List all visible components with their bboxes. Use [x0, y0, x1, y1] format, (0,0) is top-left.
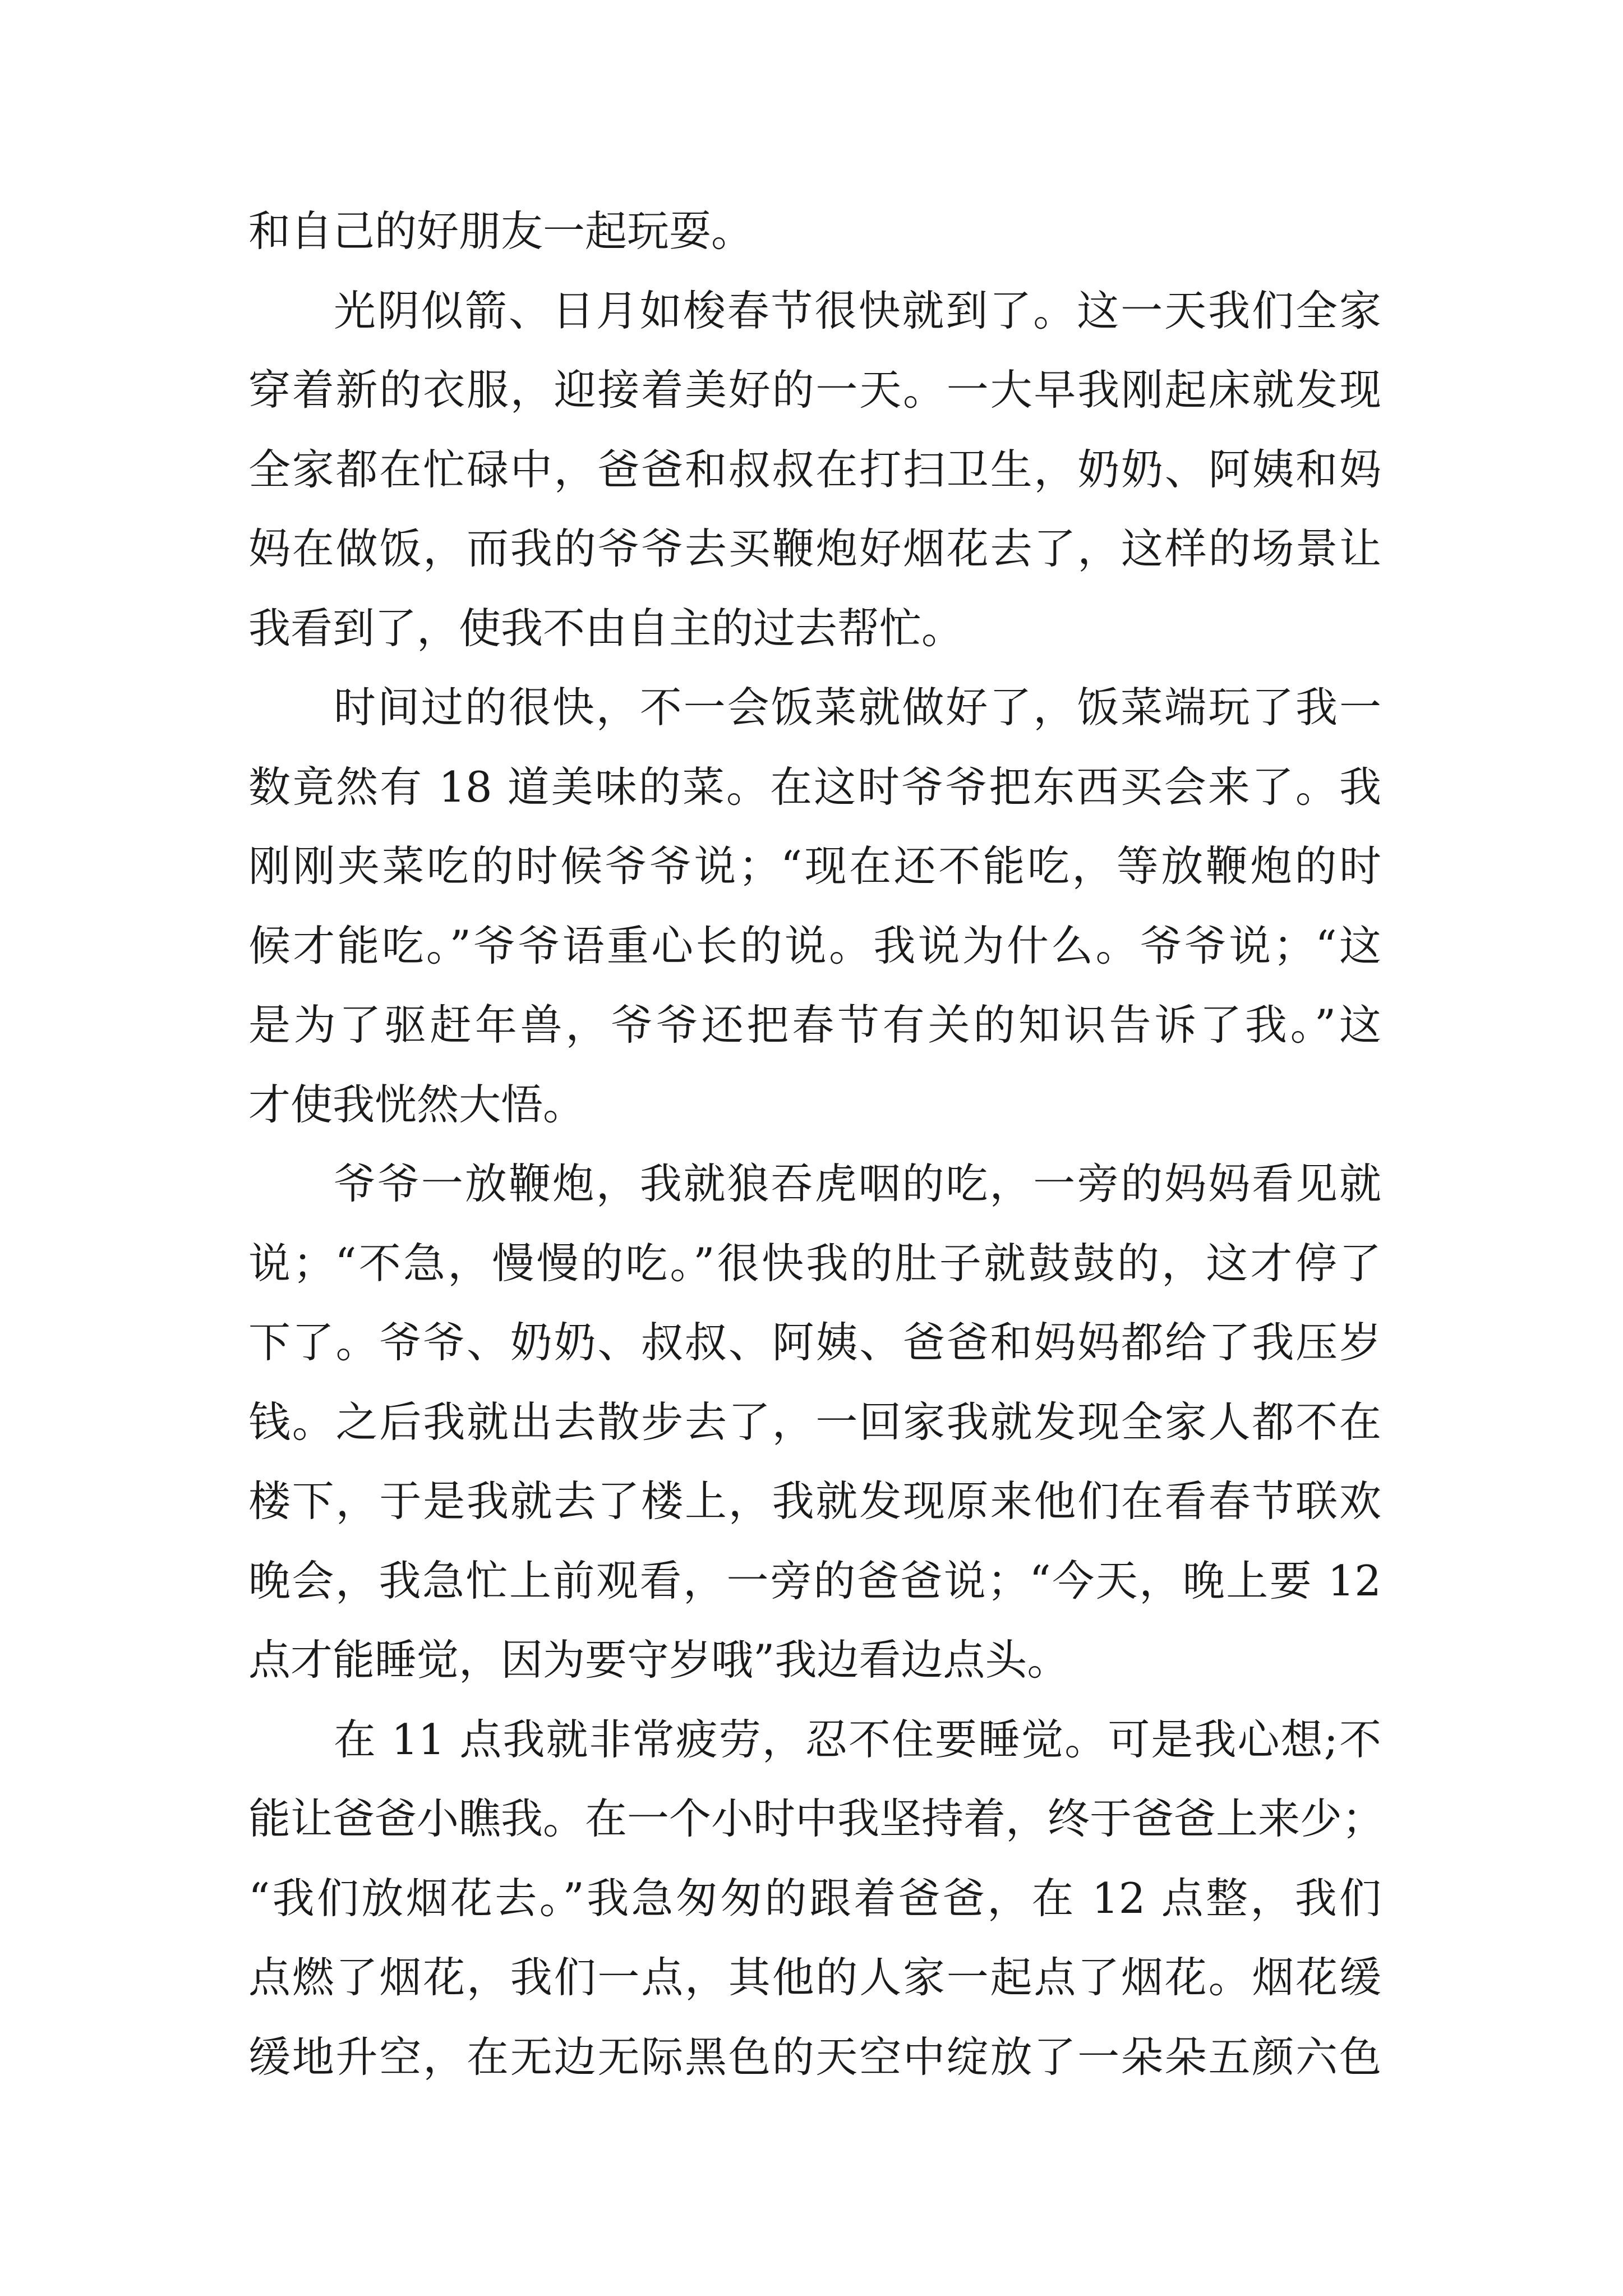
paragraph-3-line-0: 爷爷一放鞭炮，我就狼吞虎咽的吃，一旁的妈妈看见就: [334, 1159, 1381, 1208]
paragraph-2-line-3: 候才能吃。”爷爷语重心长的说。我说为什么。爷爷说；“这: [248, 921, 1381, 970]
essay-body: [248, 192, 1385, 2097]
paragraph-4-line-4: 缓地升空，在无边无际黑色的天空中绽放了一朵朵五颜六色: [248, 2032, 1381, 2082]
paragraph-2-line-0: 时间过的很快，不一会饭菜就做好了，饭菜端玩了我一: [334, 683, 1381, 732]
paragraph-1-line-4: 我看到了，使我不由自主的过去帮忙。: [248, 603, 964, 653]
paragraph-1-line-3: 妈在做饭，而我的爷爷去买鞭炮好烟花去了，这样的场景让: [248, 524, 1381, 573]
paragraph-3-line-3: 钱。之后我就出去散步去了，一回家我就发现全家人都不在: [248, 1397, 1381, 1447]
paragraph-2-line-5: 才使我恍然大悟。: [248, 1079, 585, 1129]
paragraph-3-line-4: 楼下，于是我就去了楼上，我就发现原来他们在看春节联欢: [248, 1476, 1381, 1526]
paragraph-3-line-5: 晚会，我急忙上前观看，一旁的爸爸说；“今天，晚上要 12: [248, 1556, 1381, 1605]
paragraph-2-line-4: 是为了驱赶年兽，爷爷还把春节有关的知识告诉了我。”这: [248, 1000, 1381, 1050]
paragraph-4-line-0: 在 11 点我就非常疲劳，忍不住要睡觉。可是我心想;不: [334, 1714, 1381, 1764]
paragraph-0-line-0: 和自己的好朋友一起玩耍。: [248, 206, 754, 256]
paragraph-4-line-1: 能让爸爸小瞧我。在一个小时中我坚持着，终于爸爸上来少；: [248, 1794, 1385, 1843]
paragraph-4-line-2: “我们放烟花去。”我急匆匆的跟着爸爸，在 12 点整，我们: [248, 1873, 1381, 1923]
paragraph-3-line-1: 说；“不急，慢慢的吃。”很快我的肚子就鼓鼓的，这才停了: [248, 1238, 1381, 1288]
paragraph-4-line-3: 点燃了烟花，我们一点，其他的人家一起点了烟花。烟花缓: [248, 1953, 1381, 2002]
paragraph-1-line-2: 全家都在忙碌中，爸爸和叔叔在打扫卫生，奶奶、阿姨和妈: [248, 444, 1381, 494]
paragraph-2-line-2: 刚刚夹菜吃的时候爷爷说；“现在还不能吃，等放鞭炮的时: [248, 841, 1381, 891]
paragraph-3-line-2: 下了。爷爷、奶奶、叔叔、阿姨、爸爸和妈妈都给了我压岁: [248, 1318, 1381, 1367]
paragraph-1-line-1: 穿着新的衣服，迎接着美好的一天。一大早我刚起床就发现: [248, 365, 1381, 415]
paragraph-1-line-0: 光阴似箭、日月如梭春节很快就到了。这一天我们全家: [334, 286, 1381, 335]
paragraph-2-line-1: 数竟然有 18 道美味的菜。在这时爷爷把东西买会来了。我: [248, 762, 1381, 812]
paragraph-3-line-6: 点才能睡觉，因为要守岁哦”我边看边点头。: [248, 1635, 1069, 1685]
